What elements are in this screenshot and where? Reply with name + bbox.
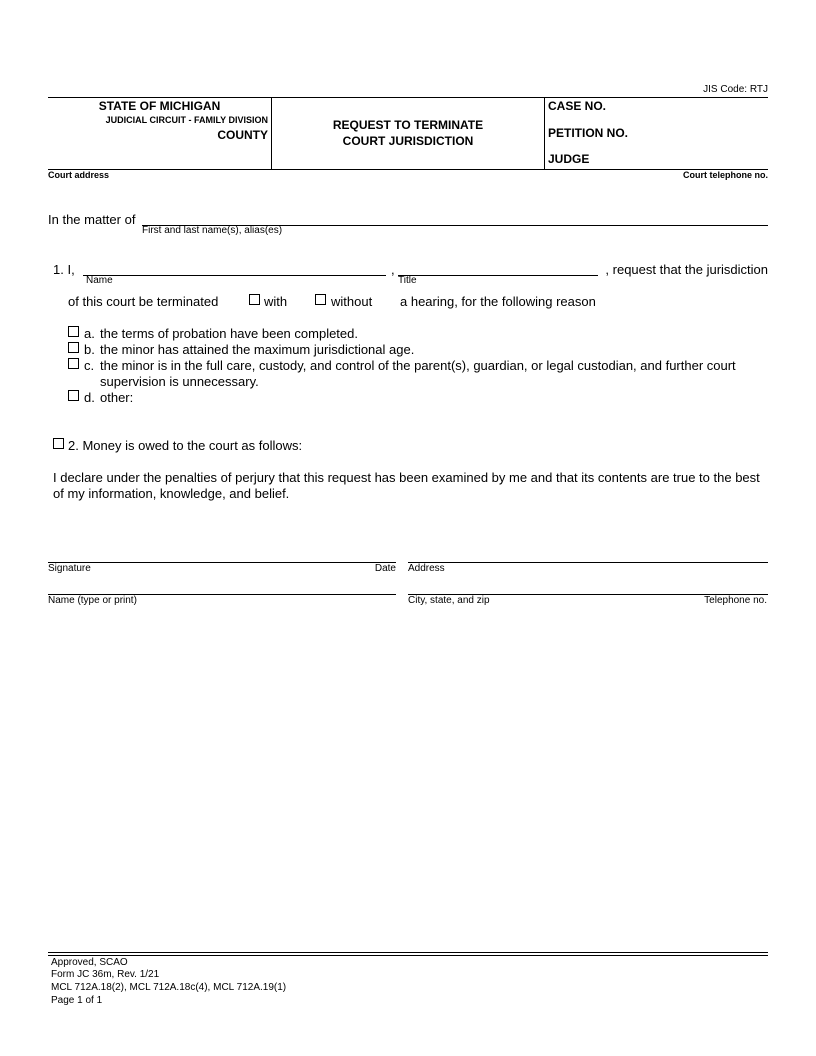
- address-caption: Address: [408, 563, 445, 574]
- item1-number: 1. I,: [53, 262, 75, 277]
- with-hearing-checkbox[interactable]: [249, 294, 260, 305]
- item1-terminated-text: of this court be terminated: [68, 294, 219, 309]
- reason-d-letter: d.: [84, 390, 95, 405]
- reason-a-text: the terms of probation have been completed.: [100, 326, 358, 341]
- reason-a-checkbox[interactable]: [68, 326, 79, 337]
- without-label: without: [331, 294, 373, 309]
- circuit-label: JUDICIAL CIRCUIT - FAMILY DIVISION: [105, 115, 268, 125]
- reason-b-checkbox[interactable]: [68, 342, 79, 353]
- declaration-line1: I declare under the penalties of perjury that this request has been examined by me and that its contents are true to the best: [53, 470, 760, 485]
- address-line[interactable]: [408, 562, 768, 563]
- state-label: STATE OF MICHIGAN: [98, 99, 221, 113]
- footer-rule-top: [48, 952, 768, 953]
- name-caption: Name (type or print): [48, 595, 137, 606]
- footer-approved: Approved, SCAO: [51, 957, 128, 968]
- matter-prefix: In the matter of: [48, 212, 136, 227]
- footer-form-number: Form JC 36m, Rev. 1/21: [51, 969, 160, 980]
- city-caption: City, state, and zip: [408, 595, 490, 606]
- reason-b-text: the minor has attained the maximum jurisdictional age.: [100, 342, 415, 357]
- item1-name-line[interactable]: [83, 275, 386, 276]
- reason-d-text: other:: [100, 390, 134, 405]
- item1-comma: ,: [391, 262, 395, 277]
- case-no-field[interactable]: CASE NO.: [548, 99, 607, 113]
- judge-field[interactable]: JUDGE: [548, 152, 590, 166]
- reason-c-text: the minor is in the full care, custody, and control of the parent(s), guardian, or legal custodian, and further court: [100, 358, 736, 373]
- item2-text: 2. Money is owed to the court as follows:: [68, 438, 303, 453]
- footer-page: Page 1 of 1: [51, 995, 103, 1006]
- jis-code: JIS Code: RTJ: [703, 84, 768, 95]
- item1-request-text: , request that the jurisdiction: [605, 262, 768, 277]
- declaration-line2: of my information, knowledge, and belief.: [53, 486, 290, 501]
- money-owed-checkbox[interactable]: [53, 438, 64, 449]
- with-label: with: [264, 294, 288, 309]
- hearing-text: a hearing, for the following reason: [400, 294, 596, 309]
- form-title-line1: REQUEST TO TERMINATE: [332, 118, 484, 132]
- reason-c-text-cont: supervision is unnecessary.: [100, 374, 259, 389]
- court-address-label[interactable]: Court address: [48, 170, 110, 180]
- item1-name-caption: Name: [86, 275, 113, 286]
- footer-mcl: MCL 712A.18(2), MCL 712A.18c(4), MCL 712A.19(1): [51, 982, 287, 993]
- form-title-line2: COURT JURISDICTION: [342, 134, 474, 148]
- footer-rule-bottom: [48, 955, 768, 956]
- date-caption: Date: [374, 563, 396, 574]
- reason-c-letter: c.: [84, 358, 95, 373]
- matter-caption: First and last name(s), alias(es): [142, 225, 283, 236]
- header-divider-left: [271, 97, 272, 169]
- header-top-rule: [48, 97, 768, 98]
- without-hearing-checkbox[interactable]: [315, 294, 326, 305]
- court-phone-label[interactable]: Court telephone no.: [683, 170, 768, 180]
- reason-d-checkbox[interactable]: [68, 390, 79, 401]
- telephone-caption: Telephone no.: [704, 595, 767, 606]
- reason-c-checkbox[interactable]: [68, 358, 79, 369]
- reason-a-letter: a.: [84, 326, 95, 341]
- signature-caption: Signature: [48, 563, 91, 574]
- petition-no-field[interactable]: PETITION NO.: [548, 126, 629, 140]
- item1-title-caption: Title: [398, 275, 417, 286]
- county-label: COUNTY: [217, 128, 268, 142]
- header-divider-right: [544, 97, 545, 169]
- reason-b-letter: b.: [84, 342, 95, 357]
